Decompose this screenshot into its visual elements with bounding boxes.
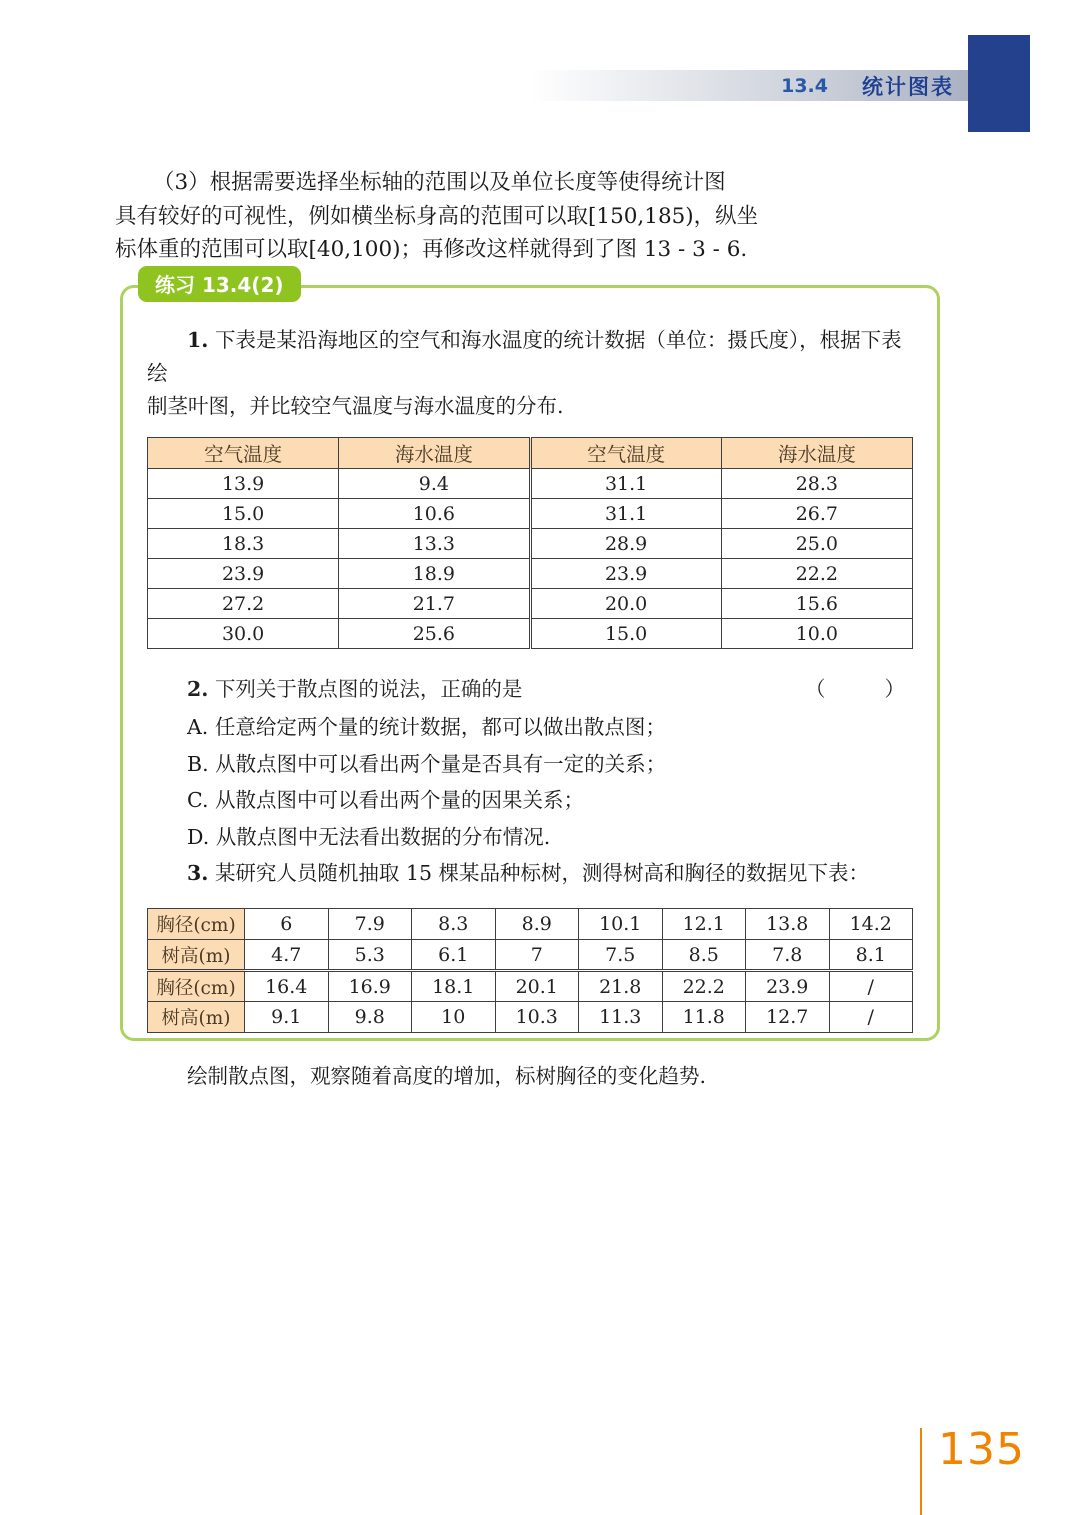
row-header: 树高(m) (148, 1002, 245, 1033)
table-cell: 25.6 (339, 619, 530, 649)
table-cell: 22.2 (721, 559, 912, 589)
intro-line: 标体重的范围可以取[40,100)；再修改这样就得到了图 13 - 3 - 6. (115, 237, 748, 262)
table-cell: 8.1 (829, 940, 913, 971)
problem-1-line2: 制茎叶图，并比较空气温度与海水温度的分布. (147, 394, 564, 418)
column-header: 空气温度 (148, 438, 339, 469)
table-cell: 31.1 (530, 469, 721, 499)
table-cell: 6 (245, 909, 329, 940)
footer-rule (920, 1428, 922, 1515)
table-cell: 13.9 (148, 469, 339, 499)
option-c: C. 从散点图中可以看出两个量的因果关系； (187, 788, 584, 812)
problem-2-stem (187, 673, 522, 706)
row-header: 胸径(cm) (148, 909, 245, 940)
table-row (148, 559, 913, 589)
table-cell: 23.9 (148, 559, 339, 589)
table-cell: 21.8 (579, 971, 663, 1002)
page-header (530, 70, 968, 101)
table-cell: 7.9 (328, 909, 412, 940)
table-cell: 8.5 (662, 940, 746, 971)
table-cell: / (829, 971, 913, 1002)
option-b: B. 从散点图中可以看出两个量是否具有一定的关系； (187, 751, 667, 776)
table-cell: 27.2 (148, 589, 339, 619)
table-cell: 10.1 (579, 909, 663, 940)
table-cell: 9.8 (328, 1002, 412, 1033)
table-cell: 23.9 (746, 971, 830, 1002)
row-header: 树高(m) (148, 940, 245, 971)
table-cell: 7.5 (579, 940, 663, 971)
table-cell: 22.2 (662, 971, 746, 1002)
closing-instruction: 绘制散点图，观察随着高度的增加，标树胸径的变化趋势. (187, 1064, 707, 1088)
intro-paragraph (115, 166, 840, 267)
table-cell: 9.1 (245, 1002, 329, 1033)
exercise-label: 练习 13.4(2) (138, 266, 301, 302)
tree-data-table (147, 908, 913, 1033)
table-cell: 6.1 (412, 940, 496, 971)
table-row (148, 940, 913, 971)
option-d: D. 从散点图中无法看出数据的分布情况. (187, 824, 551, 849)
table-row (148, 529, 913, 559)
column-header: 海水温度 (721, 438, 912, 469)
table-cell: 7 (495, 940, 579, 971)
option-a: A. 任意给定两个量的统计数据，都可以做出散点图； (187, 715, 666, 739)
table-cell: 10.0 (721, 619, 912, 649)
table-cell: / (829, 1002, 913, 1033)
table-cell: 14.2 (829, 909, 913, 940)
table-cell: 12.7 (746, 1002, 830, 1033)
exercise-box (120, 285, 940, 1088)
table-row (148, 619, 913, 649)
table-cell: 30.0 (148, 619, 339, 649)
problem-1-line1 (147, 324, 913, 390)
column-header: 空气温度 (530, 438, 721, 469)
table-cell: 18.1 (412, 971, 496, 1002)
header-corner-block (968, 35, 1030, 132)
problem-2-options (147, 709, 913, 855)
table-row (148, 499, 913, 529)
problem-2-text: 下列关于散点图的说法，正确的是 (214, 677, 523, 701)
intro-line: 具有较好的可视性，例如横坐标身高的范围可以取[150,185)，纵坐 (115, 203, 759, 229)
table-cell: 18.9 (339, 559, 530, 589)
table-cell: 10.6 (339, 499, 530, 529)
table-cell: 10.3 (495, 1002, 579, 1033)
table-cell: 28.3 (721, 469, 912, 499)
table-cell: 23.9 (530, 559, 721, 589)
problem-2 (147, 673, 913, 706)
table-cell: 20.0 (530, 589, 721, 619)
table-cell: 8.9 (495, 909, 579, 940)
problem-1-number: 1. (187, 328, 209, 352)
table-cell: 12.1 (662, 909, 746, 940)
table-cell: 18.3 (148, 529, 339, 559)
section-title: 统计图表 (862, 74, 954, 99)
table-row (148, 971, 913, 1002)
section-number: 13.4 (781, 74, 828, 97)
table-cell: 10 (412, 1002, 496, 1033)
row-header: 胸径(cm) (148, 971, 245, 1002)
table-cell: 25.0 (721, 529, 912, 559)
table-row (148, 909, 913, 940)
table-cell: 31.1 (530, 499, 721, 529)
table-row (148, 1002, 913, 1033)
table-cell: 15.6 (721, 589, 912, 619)
column-header: 海水温度 (339, 438, 530, 469)
table-header-row (148, 438, 913, 469)
table-cell: 8.3 (412, 909, 496, 940)
temperature-table (147, 437, 913, 649)
table-cell: 5.3 (328, 940, 412, 971)
table-cell: 11.8 (662, 1002, 746, 1033)
table-cell: 15.0 (530, 619, 721, 649)
table-cell: 4.7 (245, 940, 329, 971)
table-cell: 13.8 (746, 909, 830, 940)
page-number: 135 (938, 1424, 1025, 1475)
problem-3-number: 3. (187, 861, 209, 885)
problem-2-number: 2. (187, 677, 209, 701)
problem-3 (147, 857, 913, 890)
problem-1-text: 下表是某沿海地区的空气和海水温度的统计数据（单位：摄氏度），根据下表绘 (147, 328, 902, 385)
table-cell: 21.7 (339, 589, 530, 619)
table-cell: 20.1 (495, 971, 579, 1002)
problem-3-text: 某研究人员随机抽取 15 棵某品种标树，测得树高和胸径的数据见下表： (214, 861, 870, 885)
table-cell: 16.9 (328, 971, 412, 1002)
table-cell: 7.8 (746, 940, 830, 971)
intro-line: （3）根据需要选择坐标轴的范围以及单位长度等使得统计图 (153, 170, 726, 195)
table-cell: 13.3 (339, 529, 530, 559)
table-cell: 15.0 (148, 499, 339, 529)
table-cell: 11.3 (579, 1002, 663, 1033)
answer-bracket: （ ） (805, 677, 911, 701)
table-cell: 9.4 (339, 469, 530, 499)
table-row (148, 589, 913, 619)
table-row (148, 469, 913, 499)
table-cell: 26.7 (721, 499, 912, 529)
table-cell: 28.9 (530, 529, 721, 559)
table-cell: 16.4 (245, 971, 329, 1002)
